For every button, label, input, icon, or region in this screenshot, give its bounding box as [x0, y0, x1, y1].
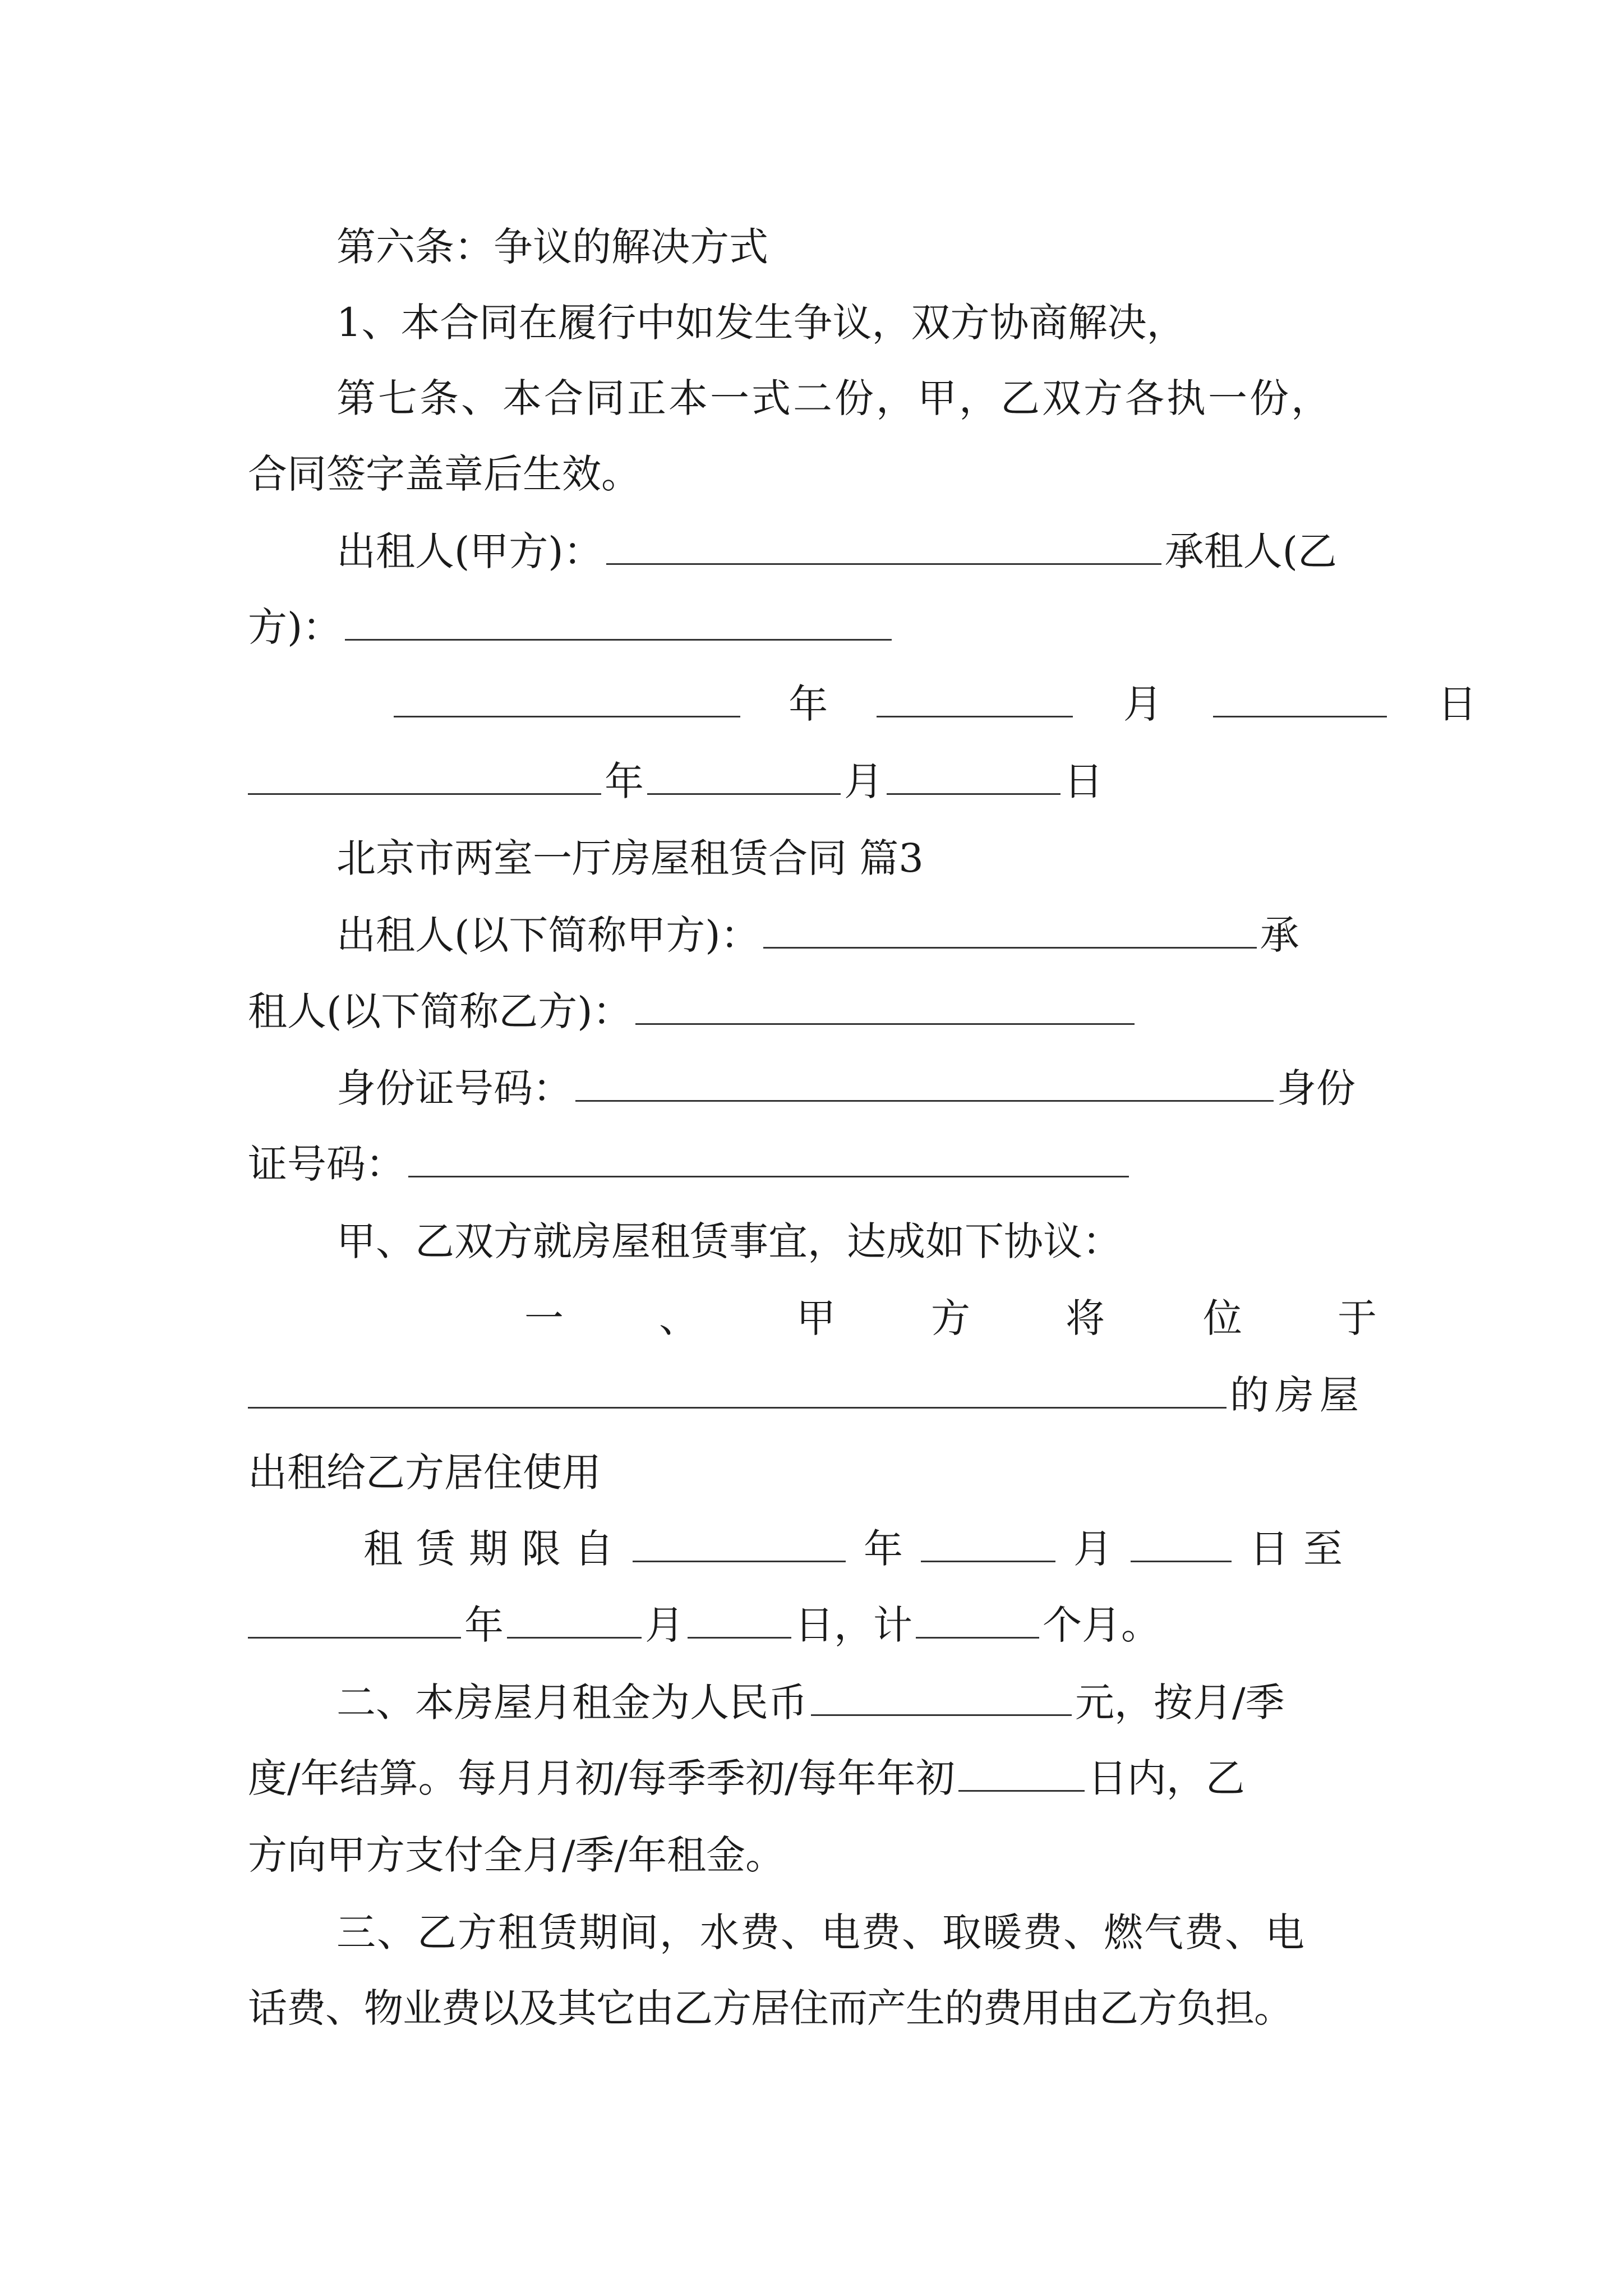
- section3-lessee-blank[interactable]: [635, 981, 1135, 1025]
- lease-term-line-1: [363, 1518, 1357, 1580]
- section3-lessor-line: [336, 904, 1299, 966]
- clause-1-char: 将: [1066, 1295, 1105, 1341]
- clause-2-line-2: [248, 1747, 1245, 1809]
- clause-1-char: 于: [1338, 1295, 1377, 1341]
- day-label-2: 日: [1064, 758, 1103, 804]
- id-blank-2[interactable]: [408, 1133, 1129, 1177]
- clause-1-house: 的房屋: [1230, 1372, 1364, 1418]
- clause-3-line-2: 话费、物业费以及其它由乙方居住而产生的费用由乙方负担。: [248, 1985, 1293, 2031]
- lease-term-months: 个月。: [1043, 1602, 1160, 1648]
- lease-term-to: 日至: [1249, 1526, 1357, 1572]
- clause-3-line-1: 三、乙方租赁期间，水费、电费、取暖费、燃气费、电: [336, 1910, 1306, 1955]
- section3-lessee-label-start: 承: [1260, 912, 1299, 958]
- payment-day-blank[interactable]: [958, 1747, 1085, 1792]
- clause-2-text-a: 二、本房屋月租金为人民币: [336, 1680, 808, 1726]
- clause-1-char: 位: [1203, 1295, 1242, 1341]
- lessor-label: 出租人(甲方)：: [336, 528, 603, 574]
- monthly-rent-blank[interactable]: [811, 1672, 1072, 1716]
- months-count-blank[interactable]: [916, 1594, 1039, 1639]
- end-year-label: 年: [464, 1602, 504, 1648]
- month-label-2: 月: [844, 758, 883, 804]
- start-day-blank[interactable]: [1131, 1518, 1232, 1562]
- lessee-blank[interactable]: [345, 596, 892, 641]
- lessor-blank[interactable]: [606, 521, 1161, 565]
- day-blank-1[interactable]: [1213, 673, 1387, 717]
- month-blank-1[interactable]: [877, 673, 1073, 717]
- id-blank-1[interactable]: [575, 1057, 1274, 1102]
- clause-1-char: 甲: [796, 1295, 836, 1341]
- lease-term-total: 日，计: [795, 1602, 912, 1648]
- year-label-2: 年: [605, 758, 644, 804]
- property-address-blank[interactable]: [248, 1364, 1227, 1409]
- start-year-label: 年: [864, 1526, 903, 1572]
- clause-2-line-3: 方向甲方支付全月/季/年租金。: [248, 1832, 785, 1878]
- article-6-item-1: 1、本合同在履行中如发生争议，双方协商解决，: [336, 300, 1186, 346]
- start-year-blank[interactable]: [633, 1518, 846, 1562]
- section3-lessor-blank[interactable]: [763, 904, 1257, 949]
- section3-lessor-label: 出租人(以下简称甲方)：: [336, 912, 760, 958]
- end-day-blank[interactable]: [688, 1594, 791, 1639]
- agreement-intro: 甲、乙双方就房屋租赁事宜，达成如下协议：: [336, 1218, 1122, 1264]
- year-blank-1[interactable]: [394, 673, 740, 717]
- lessee-label-start: 承租人(乙: [1164, 528, 1337, 574]
- section-heading: 北京市两室一厅房屋租赁合同 篇3: [336, 835, 924, 881]
- end-month-blank[interactable]: [507, 1594, 642, 1639]
- clause-1-char: 、: [659, 1295, 698, 1341]
- article-7-line-2: 合同签字盖章后生效。: [248, 451, 640, 497]
- clause-1-char: 一: [524, 1295, 564, 1341]
- clause-2-text-b: 元，按月/季: [1075, 1680, 1285, 1726]
- date-line-2: [248, 751, 1103, 812]
- id-label-1: 身份证号码：: [336, 1065, 572, 1111]
- clause-1-char: 方: [931, 1295, 970, 1341]
- date-line-1: [390, 673, 1477, 735]
- clause-1-line-2: [248, 1364, 1364, 1426]
- clause-2-line-1: [336, 1672, 1285, 1733]
- clause-1-line-1: [0, 1287, 1623, 1349]
- end-year-blank[interactable]: [248, 1594, 461, 1639]
- article-6-title: 第六条：争议的解决方式: [336, 224, 768, 270]
- start-month-blank[interactable]: [921, 1518, 1055, 1562]
- lessee-signature-line: [248, 596, 895, 658]
- clause-2-text-d: 日内，乙: [1087, 1755, 1245, 1801]
- article-7-line-1: 第七条、本合同正本一式二份，甲，乙双方各执一份，: [336, 375, 1332, 421]
- id-number-line-2: [248, 1133, 1132, 1195]
- clause-1-line-3: 出租给乙方居住使用: [248, 1450, 601, 1496]
- end-month-label: 月: [645, 1602, 684, 1648]
- year-label-1: 年: [789, 681, 828, 727]
- id-number-line-1: [336, 1057, 1355, 1119]
- lease-term-line-2: [248, 1594, 1160, 1656]
- month-blank-2[interactable]: [647, 751, 841, 795]
- month-label-1: 月: [1123, 681, 1163, 727]
- section3-lessee-label-end: 租人(以下简称乙方)：: [248, 988, 632, 1034]
- section3-lessee-line: [248, 981, 1138, 1042]
- lease-term-label: 租赁期限自: [363, 1526, 627, 1572]
- clause-2-text-c: 度/年结算。每月月初/每季季初/每年年初: [248, 1755, 955, 1801]
- day-label-1: 日: [1437, 681, 1477, 727]
- id-label-2-start: 身份: [1277, 1065, 1355, 1111]
- year-blank-2[interactable]: [248, 751, 601, 795]
- day-blank-2[interactable]: [887, 751, 1061, 795]
- id-label-2-end: 证号码：: [248, 1141, 405, 1187]
- lessor-signature-line: [336, 521, 1337, 582]
- lessee-label-end: 方)：: [248, 604, 342, 650]
- start-month-label: 月: [1073, 1526, 1113, 1572]
